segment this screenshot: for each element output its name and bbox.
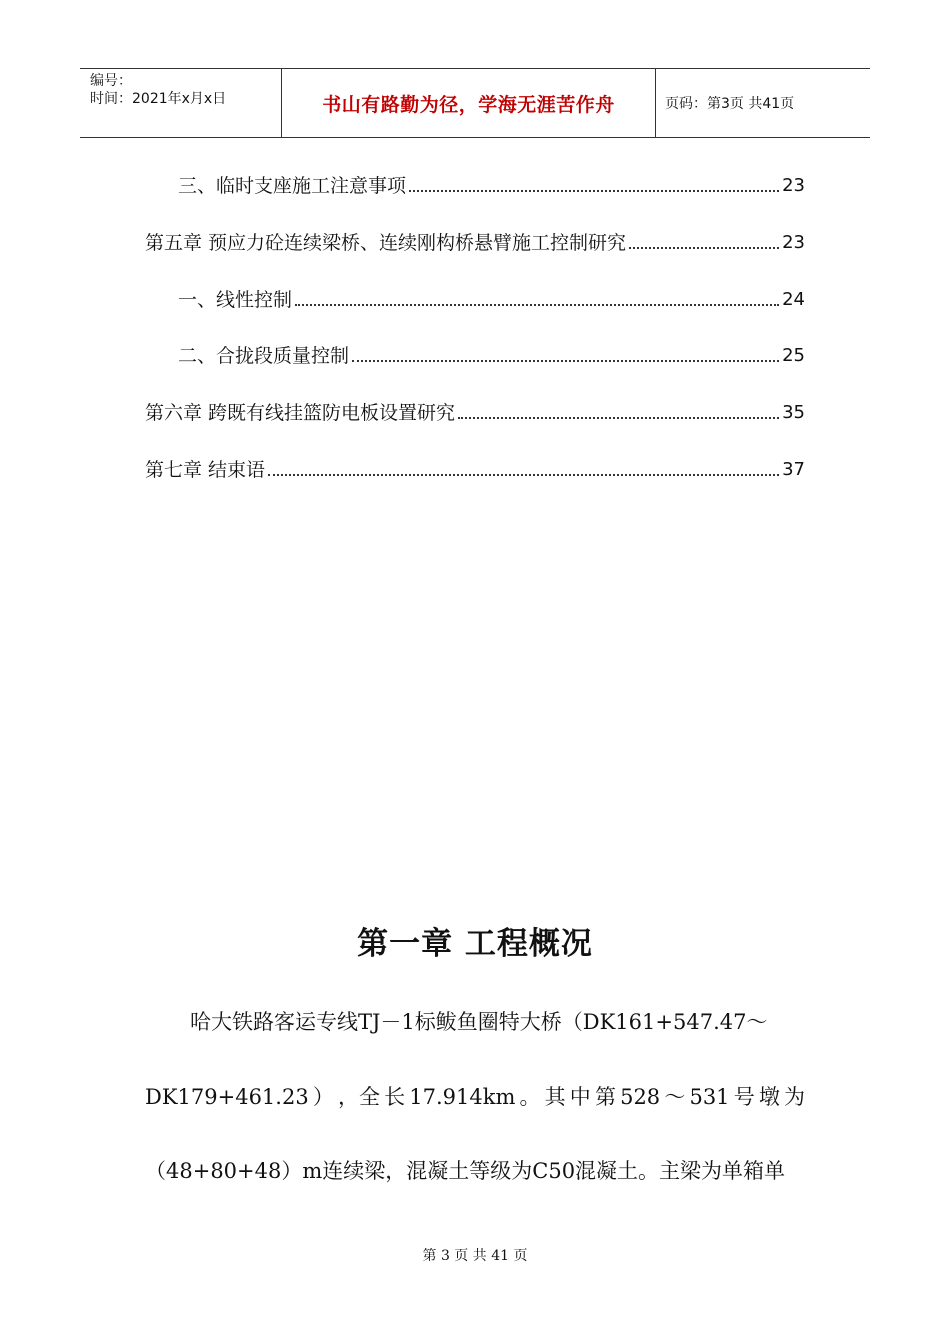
- paragraph-line-2: [145, 1082, 805, 1112]
- line-word: 第: [594, 1085, 616, 1109]
- toc-entry-title: 第五章 预应力砼连续梁桥、连续刚构桥悬臂施工控制研究: [145, 232, 627, 254]
- line-word: 墩: [758, 1085, 780, 1109]
- page-header: [80, 68, 870, 138]
- time-label: 时间：2021年x月x日: [90, 91, 227, 107]
- toc-entry[interactable]: [145, 452, 805, 482]
- toc-entry-title: 第六章 跨既有线挂篮防电板设置研究: [145, 402, 456, 424]
- toc-entry[interactable]: [145, 395, 805, 425]
- toc-leader-dots: [458, 417, 779, 419]
- toc-entry-page: 35: [782, 402, 805, 423]
- line-word: 528: [620, 1085, 661, 1109]
- toc-entry[interactable]: [178, 282, 805, 312]
- header-right-cell: [655, 69, 870, 137]
- line-word: 号: [733, 1085, 755, 1109]
- toc-entry-page: 23: [782, 175, 805, 196]
- line-word: 长: [384, 1085, 406, 1109]
- toc-leader-dots: [295, 304, 779, 306]
- line-word: 17.914km: [409, 1085, 516, 1109]
- toc-leader-dots: [409, 190, 779, 192]
- toc-entry-page: 24: [782, 289, 805, 310]
- toc-leader-dots: [268, 474, 779, 476]
- toc-entry-title: 第七章 结束语: [145, 459, 266, 481]
- toc-entry[interactable]: [178, 168, 805, 198]
- page-footer: 第 3 页 共 41 页: [422, 1248, 528, 1264]
- page-info: 页码：第3页 共41页: [665, 96, 795, 112]
- toc-entry-title: 二、合拢段质量控制: [178, 345, 350, 367]
- toc-entry[interactable]: [145, 225, 805, 255]
- paragraph-line-3: （48+80+48）m连续梁，混凝土等级为C50混凝土。主梁为单箱单: [145, 1159, 786, 1183]
- line-word: ～: [664, 1085, 686, 1109]
- header-left-cell: [80, 69, 280, 137]
- line-word: 531: [689, 1085, 730, 1109]
- line-word: ）: [312, 1085, 334, 1109]
- chapter-title: 第一章 工程概况: [357, 926, 593, 962]
- toc-leader-dots: [352, 360, 779, 362]
- toc-entry[interactable]: [178, 338, 805, 368]
- paragraph-line-1: 哈大铁路客运专线TJ－1标鲅鱼圈特大桥（DK161+547.47～: [190, 1010, 768, 1034]
- header-motto-cell: [281, 69, 656, 137]
- line-word: 。: [519, 1085, 541, 1109]
- toc-entry-page: 23: [782, 232, 805, 253]
- line-word: DK179+461.23: [145, 1085, 309, 1109]
- toc-entry-page: 25: [782, 345, 805, 366]
- toc-entry-page: 37: [782, 459, 805, 480]
- toc-entry-title: 三、临时支座施工注意事项: [178, 175, 407, 197]
- toc-leader-dots: [629, 247, 779, 249]
- toc-entry-title: 一、线性控制: [178, 289, 293, 311]
- line-word: 其: [544, 1085, 566, 1109]
- motto-text: 书山有路勤为径，学海无涯苦作舟: [322, 94, 615, 116]
- serial-label: 编号：: [90, 73, 132, 89]
- line-word: 为: [783, 1085, 805, 1109]
- line-word: ，全: [337, 1085, 380, 1109]
- line-word: 中: [569, 1085, 591, 1109]
